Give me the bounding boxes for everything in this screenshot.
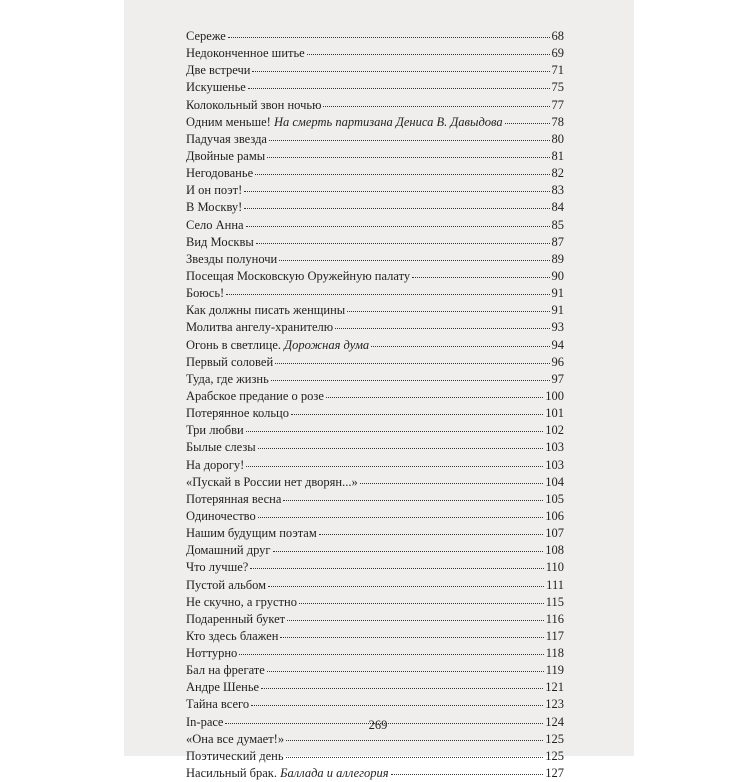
dot-leader — [326, 394, 543, 398]
toc-entry-main-title: Нашим будущим поэтам — [186, 526, 317, 541]
toc-entry-title — [186, 28, 226, 45]
toc-entry — [186, 354, 564, 371]
toc-entry — [186, 285, 564, 302]
toc-entry — [186, 645, 564, 662]
toc-entry-title — [186, 474, 358, 491]
toc-entry-main-title: Звезды полуночи — [186, 251, 278, 266]
toc-entry-main-title: Падучая звезда — [186, 131, 267, 146]
toc-entry-page: 116 — [545, 611, 564, 626]
toc-entry-main-title: Потерянная весна — [186, 491, 282, 506]
toc-entry-page: 84 — [551, 200, 564, 215]
dot-leader — [267, 154, 549, 158]
dot-leader — [323, 103, 549, 107]
toc-entry-title — [186, 662, 265, 679]
toc-entry-page: 123 — [545, 697, 564, 712]
toc-entry-page: 103 — [545, 440, 564, 455]
toc-entry-main-title: Две встречи — [186, 63, 251, 78]
dot-leader — [275, 360, 549, 364]
toc-entry — [186, 319, 564, 336]
toc-entry-title — [186, 542, 271, 559]
toc-entry-title — [186, 748, 284, 765]
toc-entry — [186, 302, 564, 319]
dot-leader — [246, 223, 550, 227]
toc-entry-main-title: Молитва ангелу-хранителю — [186, 320, 334, 335]
toc-entry-title — [186, 611, 285, 628]
toc-entry-title — [186, 354, 273, 371]
toc-entry-title — [186, 131, 267, 148]
toc-entry — [186, 491, 564, 508]
dot-leader — [371, 343, 549, 347]
toc-entry — [186, 542, 564, 559]
toc-entry — [186, 97, 564, 114]
dot-leader — [279, 257, 549, 261]
dot-leader — [255, 171, 549, 175]
toc-entry-page: 108 — [545, 543, 564, 558]
toc-entry-title — [186, 302, 345, 319]
dot-leader — [268, 583, 544, 587]
toc-entry — [186, 217, 564, 234]
toc-entry-page: 110 — [545, 560, 564, 575]
dot-leader — [239, 651, 543, 655]
dot-leader — [261, 685, 543, 689]
toc-entry — [186, 337, 564, 354]
toc-entry-title — [186, 79, 246, 96]
toc-entry-page: 111 — [546, 577, 564, 592]
dot-leader — [307, 51, 550, 55]
dot-leader — [391, 771, 544, 775]
toc-entry-page: 71 — [551, 63, 564, 78]
dot-leader — [250, 565, 543, 569]
toc-entry-page: 77 — [551, 97, 564, 112]
toc-entry-title — [186, 165, 253, 182]
toc-entry — [186, 28, 564, 45]
toc-entry-title — [186, 182, 242, 199]
dot-leader — [258, 514, 543, 518]
toc-entry-page: 94 — [551, 337, 564, 352]
toc-entry-page: 115 — [545, 594, 564, 609]
toc-entry-title — [186, 422, 244, 439]
toc-entry-page: 87 — [551, 234, 564, 249]
toc-entry — [186, 371, 564, 388]
toc-entry-main-title: Искушенье — [186, 80, 246, 95]
toc-entry-main-title: «Пускай в России нет дворян...» — [186, 474, 358, 489]
toc-entry-title — [186, 696, 249, 713]
toc-entry-main-title: Что лучше? — [186, 560, 249, 575]
toc-entry-title — [186, 594, 297, 611]
toc-entry-title — [186, 97, 321, 114]
dot-leader — [280, 634, 543, 638]
toc-entry — [186, 577, 564, 594]
toc-entry-main-title: Арабское предание о розе — [186, 388, 324, 403]
toc-entry — [186, 234, 564, 251]
toc-entry-main-title: Недоконченное шитье — [186, 46, 305, 61]
toc-entry-title — [186, 731, 284, 748]
toc-entry-page: 68 — [551, 29, 564, 43]
toc-entry-title — [186, 491, 281, 508]
toc-entry-page: 124 — [545, 714, 564, 729]
toc-entry-page: 104 — [545, 474, 564, 489]
toc-entry-page: 78 — [551, 114, 564, 129]
toc-entry — [186, 474, 564, 491]
toc-entry-page: 89 — [551, 251, 564, 266]
toc-entry-page: 80 — [551, 131, 564, 146]
toc-entry-page: 81 — [551, 148, 564, 163]
toc-entry-page: 93 — [551, 320, 564, 335]
toc-entry-subtitle: Баллада и аллегория — [280, 766, 389, 781]
toc-entry-main-title: Одним меньше! — [186, 114, 271, 129]
dot-leader — [273, 548, 544, 552]
toc-entry-page: 117 — [545, 628, 564, 643]
toc-entry-title — [186, 628, 278, 645]
toc-entry-main-title: Первый соловей — [186, 354, 274, 369]
toc-entry — [186, 628, 564, 645]
toc-entry-title — [186, 45, 305, 62]
dot-leader — [244, 188, 549, 192]
dot-leader — [286, 737, 543, 741]
toc-entry-main-title: Тайна всего — [186, 697, 250, 712]
toc-entry-title — [186, 508, 256, 525]
toc-entry-title — [186, 679, 259, 696]
toc-entry-title — [186, 405, 289, 422]
toc-entry-main-title: Бал на фрегате — [186, 663, 265, 678]
toc-entry-page: 119 — [545, 663, 564, 678]
table-of-contents — [186, 28, 564, 782]
toc-entry-page: 75 — [551, 80, 564, 95]
toc-entry — [186, 679, 564, 696]
toc-entry-main-title: Ноттурно — [186, 646, 238, 661]
toc-entry — [186, 114, 564, 131]
toc-entry — [186, 508, 564, 525]
dot-leader — [251, 702, 543, 706]
toc-entry-main-title: Посещая Московскую Оружейную палату — [186, 268, 411, 283]
toc-entry-main-title: И он поэт! — [186, 183, 243, 198]
toc-entry-main-title: Сереже — [186, 29, 226, 43]
toc-entry-page: 107 — [545, 526, 564, 541]
toc-entry-title — [186, 439, 256, 456]
toc-entry-page: 69 — [551, 46, 564, 61]
toc-entry-title — [186, 525, 317, 542]
toc-entry-subtitle: Дорожная дума — [284, 337, 370, 352]
toc-entry — [186, 165, 564, 182]
dot-leader — [269, 137, 550, 141]
dot-leader — [505, 120, 550, 124]
toc-entry-page: 100 — [545, 388, 564, 403]
toc-entry-main-title: На дорогу! — [186, 457, 245, 472]
toc-entry-main-title: Домашний друг — [186, 543, 271, 558]
toc-entry-main-title: Подаренный букет — [186, 611, 286, 626]
toc-entry-title — [186, 457, 244, 474]
toc-entry-title — [186, 765, 389, 782]
toc-entry — [186, 148, 564, 165]
toc-entry-main-title: «Она все думает!» — [186, 731, 285, 746]
dot-leader — [258, 445, 544, 449]
dot-leader — [246, 463, 543, 467]
toc-entry-main-title: Колокольный звон ночью — [186, 97, 322, 112]
dot-leader — [244, 205, 549, 209]
toc-entry-main-title: В Москву! — [186, 200, 243, 215]
toc-entry — [186, 422, 564, 439]
toc-entry — [186, 199, 564, 216]
toc-entry-title — [186, 268, 410, 285]
toc-entry-title — [186, 234, 254, 251]
toc-entry-title — [186, 577, 266, 594]
toc-entry-main-title: Вид Москвы — [186, 234, 254, 249]
toc-entry-title — [186, 148, 265, 165]
toc-entry-main-title: Село Анна — [186, 217, 244, 232]
toc-entry-title — [186, 559, 248, 576]
toc-entry-subtitle: На смерть партизана Дениса В. Давыдова — [273, 114, 503, 129]
toc-entry-page: 83 — [551, 183, 564, 198]
toc-entry-page: 105 — [545, 491, 564, 506]
dot-leader — [228, 34, 550, 38]
toc-entry-page: 91 — [551, 303, 564, 318]
toc-entry-page: 82 — [551, 166, 564, 181]
dot-leader — [256, 240, 550, 244]
toc-entry-page: 85 — [551, 217, 564, 232]
toc-entry-main-title: Негодованье — [186, 166, 254, 181]
dot-leader — [347, 308, 549, 312]
toc-entry-title — [186, 217, 244, 234]
toc-entry-main-title: Огонь в светлице. — [186, 337, 282, 352]
toc-entry — [186, 765, 564, 782]
toc-entry — [186, 439, 564, 456]
toc-entry-main-title: Потерянное кольцо — [186, 406, 289, 421]
toc-entry-main-title: Три любви — [186, 423, 244, 438]
toc-entry — [186, 182, 564, 199]
toc-entry-page: 118 — [545, 646, 564, 661]
toc-entry — [186, 457, 564, 474]
toc-entry-title — [186, 371, 269, 388]
toc-entry — [186, 45, 564, 62]
page-number: 269 — [368, 718, 388, 732]
toc-entry-main-title: Поэтический день — [186, 748, 284, 763]
toc-entry-title — [186, 251, 277, 268]
toc-entry-page: 121 — [545, 680, 564, 695]
dot-leader — [291, 411, 543, 415]
dot-leader — [287, 617, 544, 621]
toc-entry-page: 91 — [551, 286, 564, 301]
toc-entry-page: 102 — [545, 423, 564, 438]
dot-leader — [226, 291, 549, 295]
dot-leader — [267, 668, 544, 672]
toc-entry-main-title: Как должны писать женщины — [186, 303, 346, 318]
dot-leader — [252, 68, 549, 72]
toc-entry-page: 101 — [545, 406, 564, 421]
toc-entry-main-title: Боюсь! — [186, 286, 225, 301]
toc-entry-title — [186, 62, 250, 79]
toc-entry-title — [186, 114, 503, 131]
toc-entry-page: 125 — [545, 731, 564, 746]
toc-entry-title — [186, 319, 333, 336]
toc-entry-page: 97 — [551, 371, 564, 386]
toc-entry-title — [186, 285, 224, 302]
toc-entry — [186, 525, 564, 542]
toc-entry — [186, 62, 564, 79]
dot-leader — [248, 85, 550, 89]
toc-entry-title — [186, 337, 369, 354]
toc-entry-title — [186, 645, 237, 662]
toc-entry-main-title: Не скучно, а грустно — [186, 594, 297, 609]
toc-entry — [186, 696, 564, 713]
dot-leader — [335, 325, 549, 329]
toc-entry-main-title: Былые слезы — [186, 440, 256, 455]
dot-leader — [319, 531, 543, 535]
toc-entry-main-title: Пустой альбом — [186, 577, 267, 592]
toc-entry — [186, 251, 564, 268]
dot-leader — [412, 274, 549, 278]
dot-leader — [360, 480, 544, 484]
toc-entry-main-title: Туда, где жизнь — [186, 371, 269, 386]
toc-entry — [186, 131, 564, 148]
toc-entry — [186, 405, 564, 422]
dot-leader — [299, 600, 544, 604]
toc-entry-main-title: Кто здесь блажен — [186, 628, 279, 643]
toc-entry — [186, 611, 564, 628]
dot-leader — [246, 428, 543, 432]
toc-entry-page: 90 — [551, 268, 564, 283]
toc-entry-page: 106 — [545, 508, 564, 523]
toc-entry-page: 103 — [545, 457, 564, 472]
toc-entry — [186, 594, 564, 611]
toc-entry — [186, 268, 564, 285]
toc-entry-title — [186, 199, 242, 216]
toc-entry-main-title: Андре Шенье — [186, 680, 260, 695]
toc-entry-page: 96 — [551, 354, 564, 369]
toc-entry — [186, 559, 564, 576]
toc-entry-main-title: Одиночество — [186, 508, 256, 523]
toc-entry-main-title: In-pace — [186, 714, 224, 729]
dot-leader — [283, 497, 543, 501]
toc-entry-page: 125 — [545, 748, 564, 763]
toc-entry — [186, 662, 564, 679]
toc-entry — [186, 79, 564, 96]
toc-entry — [186, 748, 564, 765]
toc-entry — [186, 388, 564, 405]
dot-leader — [271, 377, 550, 381]
toc-entry-main-title: Двойные рамы — [186, 148, 266, 163]
toc-entry-title — [186, 388, 324, 405]
toc-entry-main-title: Насильный брак. — [186, 766, 278, 781]
toc-entry-page: 127 — [545, 766, 564, 781]
toc-entry — [186, 731, 564, 748]
